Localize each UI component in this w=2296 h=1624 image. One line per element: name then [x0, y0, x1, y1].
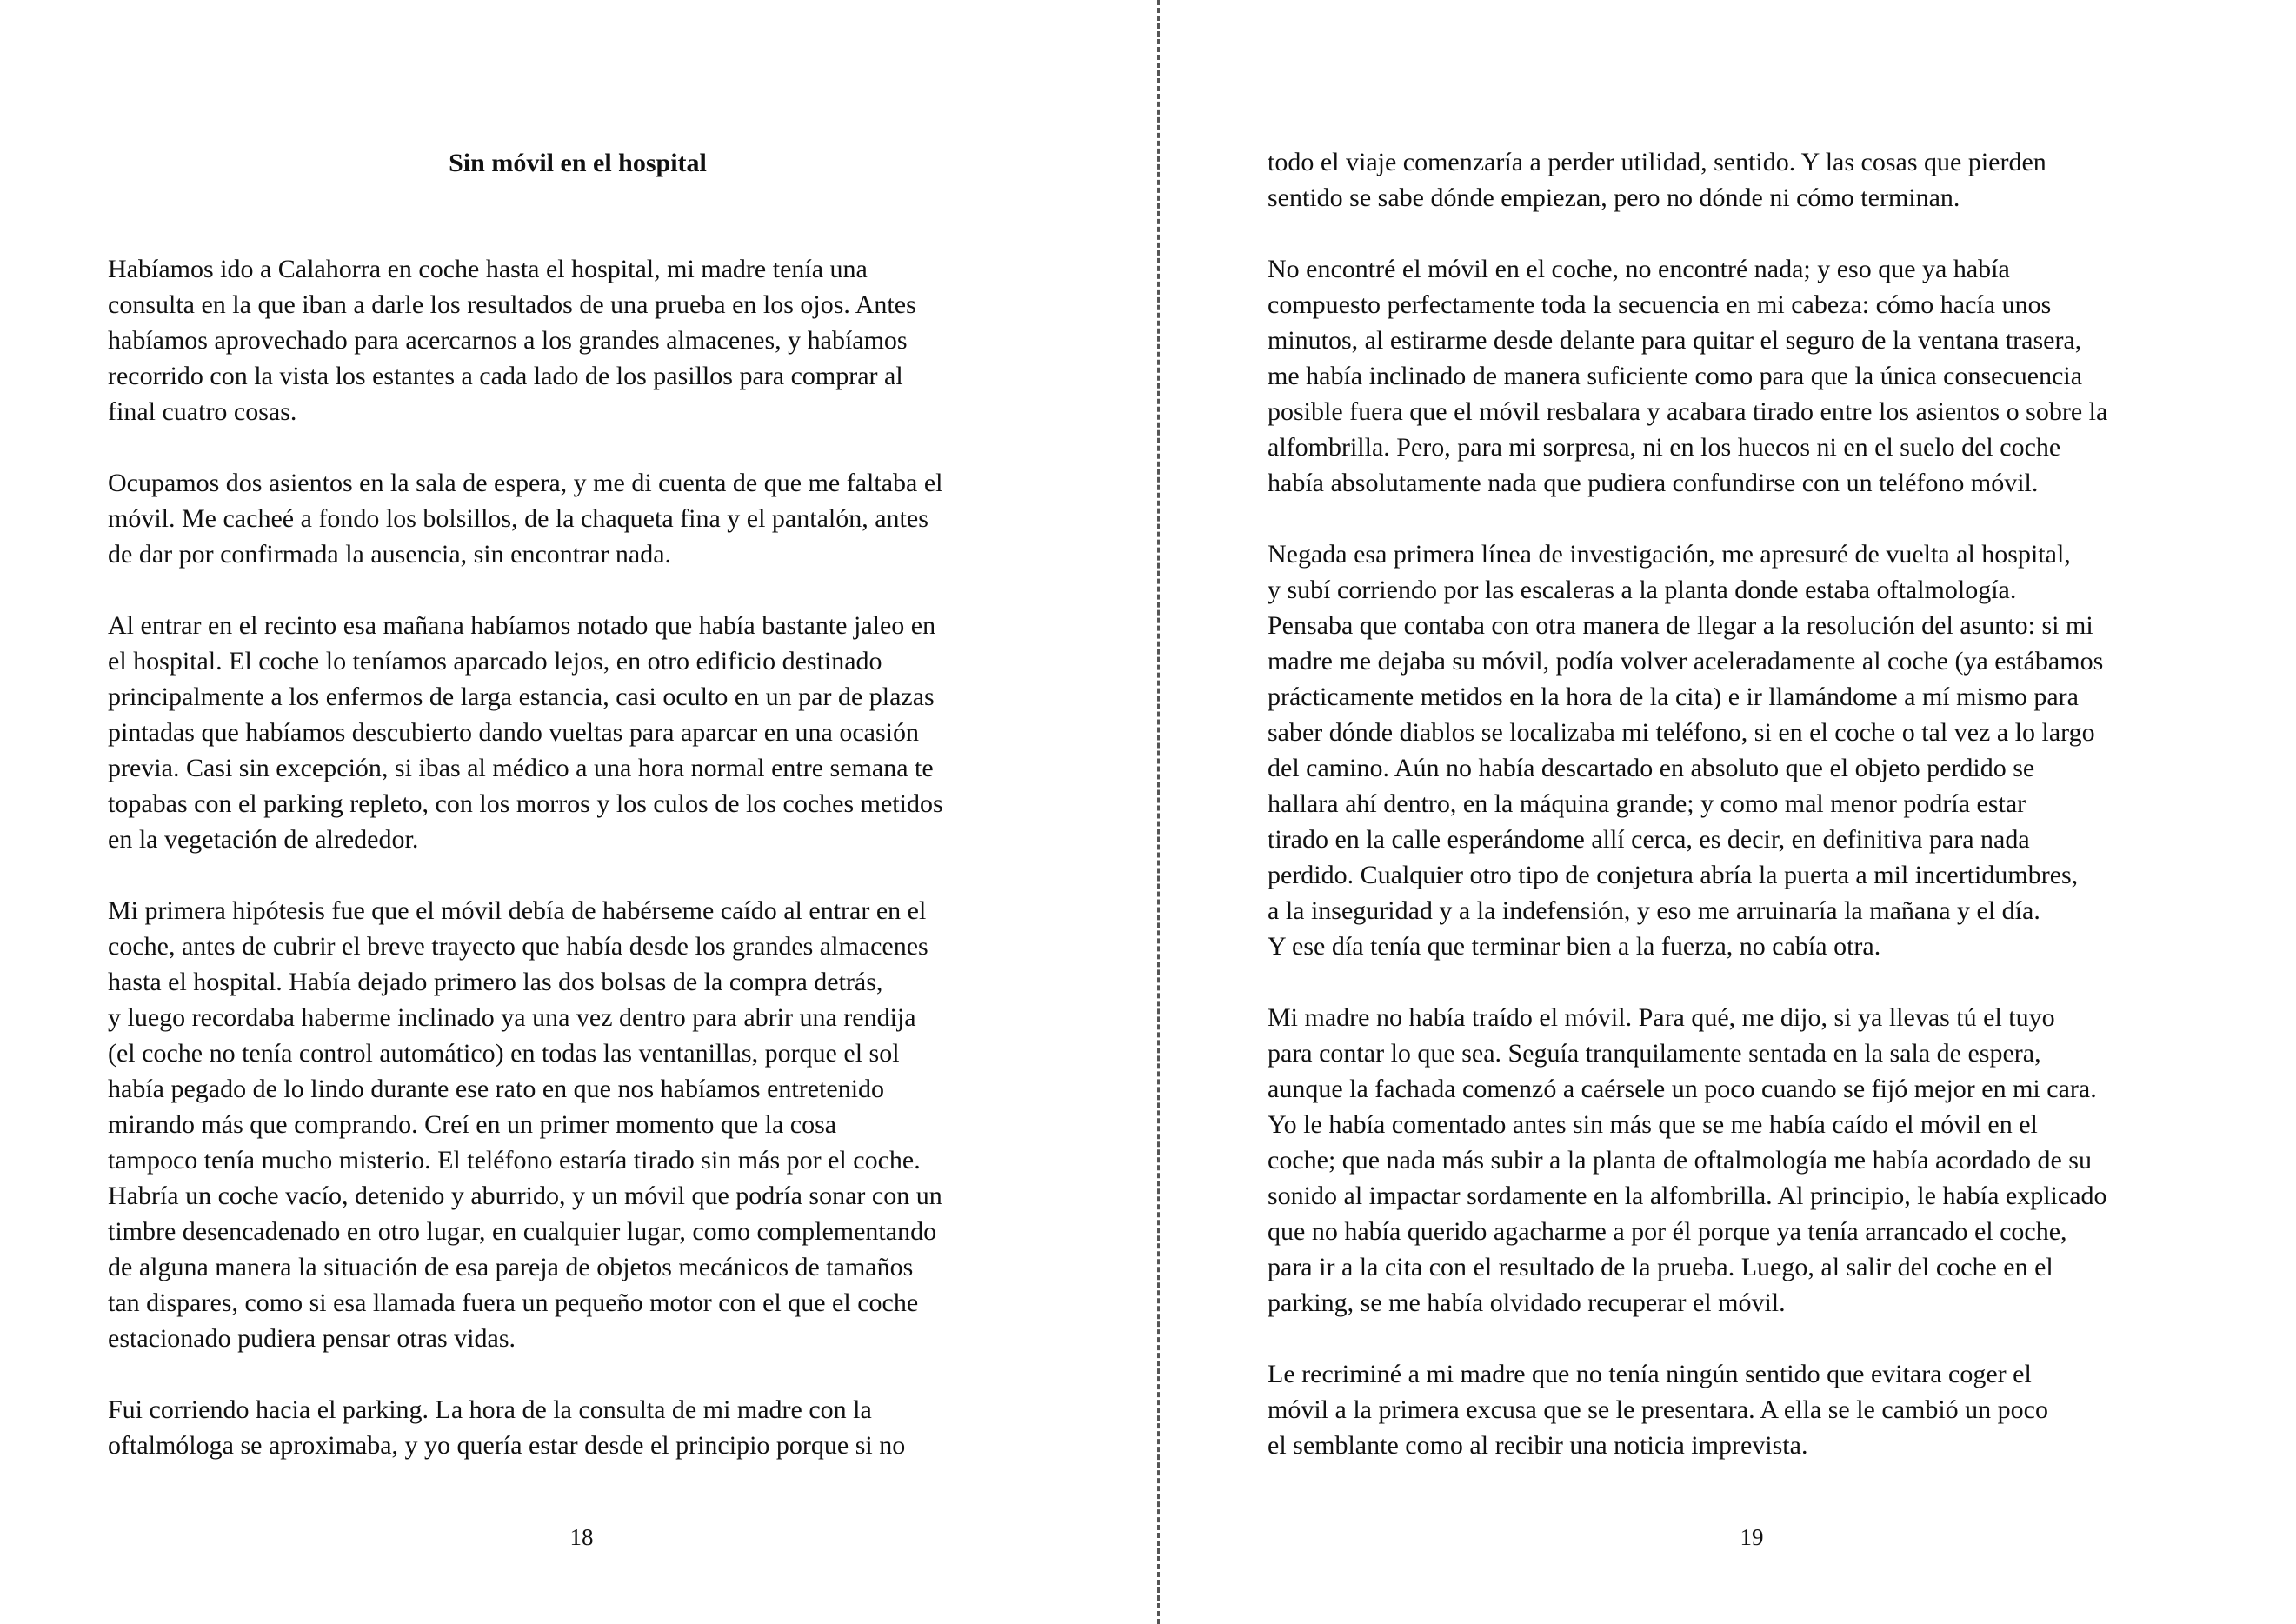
- left-page-number: 18: [569, 1524, 594, 1550]
- text-line: oftalmóloga se aproximaba, y yo quería estar desde el principio porque si no: [108, 1431, 906, 1460]
- text-line: Mi primera hipótesis fue que el móvil debía de habérseme caído al entrar en el: [108, 896, 927, 925]
- text-line: mirando más que comprando. Creí en un primer momento que la cosa: [108, 1110, 837, 1139]
- text-line: en la vegetación de alrededor.: [108, 825, 419, 854]
- text-line: hasta el hospital. Había dejado primero las dos bolsas de la compra detrás,: [108, 968, 883, 996]
- left-page-body: [108, 251, 1073, 1499]
- text-line: de dar por confirmada la ausencia, sin encontrar nada.: [108, 540, 672, 569]
- text-line: coche, antes de cubrir el breve trayecto que había desde los grandes almacenes: [108, 932, 928, 961]
- text-line: móvil a la primera excusa que se le presentara. A ella se le cambió un poco: [1268, 1395, 2048, 1424]
- text-line: del camino. Aún no había descartado en absoluto que el objeto perdido se: [1268, 754, 2035, 782]
- text-line: No encontré el móvil en el coche, no encontré nada; y eso que ya había: [1268, 255, 2010, 283]
- paragraph: [108, 893, 1073, 1356]
- text-line: que no había querido agacharme a por él porque ya tenía arrancado el coche,: [1268, 1217, 2067, 1246]
- text-line: Fui corriendo hacia el parking. La hora de la consulta de mi madre con la: [108, 1395, 872, 1424]
- text-line: Habría un coche vacío, detenido y aburrido, y un móvil que podría sonar con un: [108, 1181, 942, 1210]
- text-line: consulta en la que iban a darle los resultados de una prueba en los ojos. Antes: [108, 290, 916, 319]
- text-line: tampoco tenía mucho misterio. El teléfono estaría tirado sin más por el coche.: [108, 1146, 921, 1175]
- text-line: el hospital. El coche lo teníamos aparcado lejos, en otro edificio destinado: [108, 647, 882, 676]
- text-line: y subí corriendo por las escaleras a la planta donde estaba oftalmología.: [1268, 576, 2017, 604]
- text-line: Le recriminé a mi madre que no tenía ningún sentido que evitara coger el: [1268, 1360, 2032, 1388]
- text-line: saber dónde diablos se localizaba mi teléfono, si en el coche o tal vez a lo largo: [1268, 718, 2095, 747]
- text-line: tirado en la calle esperándome allí cerca, es decir, en definitiva para nada: [1268, 825, 2030, 854]
- text-line: todo el viaje comenzaría a perder utilidad, sentido. Y las cosas que pierden: [1268, 148, 2046, 176]
- text-line: perdido. Cualquier otro tipo de conjetura abría la puerta a mil incertidumbres,: [1268, 861, 2079, 889]
- text-line: previa. Casi sin excepción, si ibas al médico a una hora normal entre semana te: [108, 754, 934, 782]
- right-page-number: 19: [1740, 1524, 1764, 1550]
- text-line: Yo le había comentado antes sin más que se me había caído el móvil en el: [1268, 1110, 2038, 1139]
- text-line: pintadas que habíamos descubierto dando vueltas para aparcar en una ocasión: [108, 718, 919, 747]
- text-line: me había inclinado de manera suficiente como para que la única consecuencia: [1268, 362, 2083, 390]
- text-line: estacionado pudiera pensar otras vidas.: [108, 1324, 516, 1353]
- text-line: Habíamos ido a Calahorra en coche hasta el hospital, mi madre tenía una: [108, 255, 868, 283]
- right-page-body: [1268, 144, 2241, 1499]
- text-line: parking, se me había olvidado recuperar el móvil.: [1268, 1288, 1786, 1317]
- paragraph: [1268, 144, 2241, 216]
- text-line: Ocupamos dos asientos en la sala de espera, y me di cuenta de que me faltaba el: [108, 469, 943, 497]
- text-line: topabas con el parking repleto, con los morros y los culos de los coches metidos: [108, 789, 943, 818]
- text-line: había pegado de lo lindo durante ese rato en que nos habíamos entretenido: [108, 1075, 885, 1103]
- text-line: para ir a la cita con el resultado de la prueba. Luego, al salir del coche en el: [1268, 1253, 2053, 1281]
- text-line: posible fuera que el móvil resbalara y acabara tirado entre los asientos o sobre la: [1268, 397, 2108, 426]
- text-line: a la inseguridad y a la indefensión, y eso me arruinaría la mañana y el día.: [1268, 896, 2040, 925]
- text-line: Negada esa primera línea de investigación, me apresuré de vuelta al hospital,: [1268, 540, 2071, 569]
- paragraph: [108, 608, 1073, 857]
- text-line: final cuatro cosas.: [108, 397, 297, 426]
- text-line: alfombrilla. Pero, para mi sorpresa, ni en los huecos ni en el suelo del coche: [1268, 433, 2061, 462]
- text-line: madre me dejaba su móvil, podía volver aceleradamente al coche (ya estábamos: [1268, 647, 2104, 676]
- text-line: compuesto perfectamente toda la secuencia en mi cabeza: cómo hacía unos: [1268, 290, 2052, 319]
- text-line: sentido se sabe dónde empiezan, pero no dónde ni cómo terminan.: [1268, 183, 1960, 212]
- paragraph: [108, 465, 1073, 572]
- paragraph: [1268, 1000, 2241, 1321]
- text-line: minutos, al estirarme desde delante para quitar el seguro de la ventana trasera,: [1268, 326, 2082, 355]
- paragraph: [1268, 536, 2241, 964]
- text-line: Y ese día tenía que terminar bien a la fuerza, no cabía otra.: [1268, 932, 1881, 961]
- text-line: Mi madre no había traído el móvil. Para qué, me dijo, si ya llevas tú el tuyo: [1268, 1003, 2055, 1032]
- text-line: había absolutamente nada que pudiera confundirse con un teléfono móvil.: [1268, 469, 2039, 497]
- paragraph: [1268, 251, 2241, 501]
- page-divider: [1157, 0, 1160, 1624]
- text-line: principalmente a los enfermos de larga estancia, casi oculto en un par de plazas: [108, 682, 935, 711]
- text-line: timbre desencadenado en otro lugar, en cualquier lugar, como complementando: [108, 1217, 937, 1246]
- text-line: habíamos aprovechado para acercarnos a los grandes almacenes, y habíamos: [108, 326, 908, 355]
- paragraph: [108, 251, 1073, 429]
- text-line: coche; que nada más subir a la planta de oftalmología me había acordado de su: [1268, 1146, 2092, 1175]
- text-line: tan dispares, como si esa llamada fuera un pequeño motor con el que el coche: [108, 1288, 919, 1317]
- text-line: para contar lo que sea. Seguía tranquilamente sentada en la sala de espera,: [1268, 1039, 2041, 1068]
- text-line: aunque la fachada comenzó a caérsele un poco cuando se fijó mejor en mi cara.: [1268, 1075, 2097, 1103]
- chapter-title: Sin móvil en el hospital: [449, 149, 707, 177]
- paragraph: [108, 1392, 1073, 1463]
- text-line: prácticamente metidos en la hora de la cita) e ir llamándome a mí mismo para: [1268, 682, 2079, 711]
- text-line: sonido al impactar sordamente en la alfombrilla. Al principio, le había explicado: [1268, 1181, 2107, 1210]
- text-line: Pensaba que contaba con otra manera de llegar a la resolución del asunto: si mi: [1268, 611, 2093, 640]
- text-line: Al entrar en el recinto esa mañana habíamos notado que había bastante jaleo en: [108, 611, 936, 640]
- text-line: recorrido con la vista los estantes a cada lado de los pasillos para comprar al: [108, 362, 903, 390]
- text-line: el semblante como al recibir una noticia imprevista.: [1268, 1431, 1808, 1460]
- text-line: (el coche no tenía control automático) en todas las ventanillas, porque el sol: [108, 1039, 900, 1068]
- text-line: de alguna manera la situación de esa pareja de objetos mecánicos de tamaños: [108, 1253, 914, 1281]
- text-line: móvil. Me cacheé a fondo los bolsillos, de la chaqueta fina y el pantalón, antes: [108, 504, 928, 533]
- text-line: y luego recordaba haberme inclinado ya una vez dentro para abrir una rendija: [108, 1003, 916, 1032]
- paragraph: [1268, 1356, 2241, 1463]
- right-page: [1161, 0, 2296, 1624]
- text-line: hallara ahí dentro, en la máquina grande; y como mal menor podría estar: [1268, 789, 2026, 818]
